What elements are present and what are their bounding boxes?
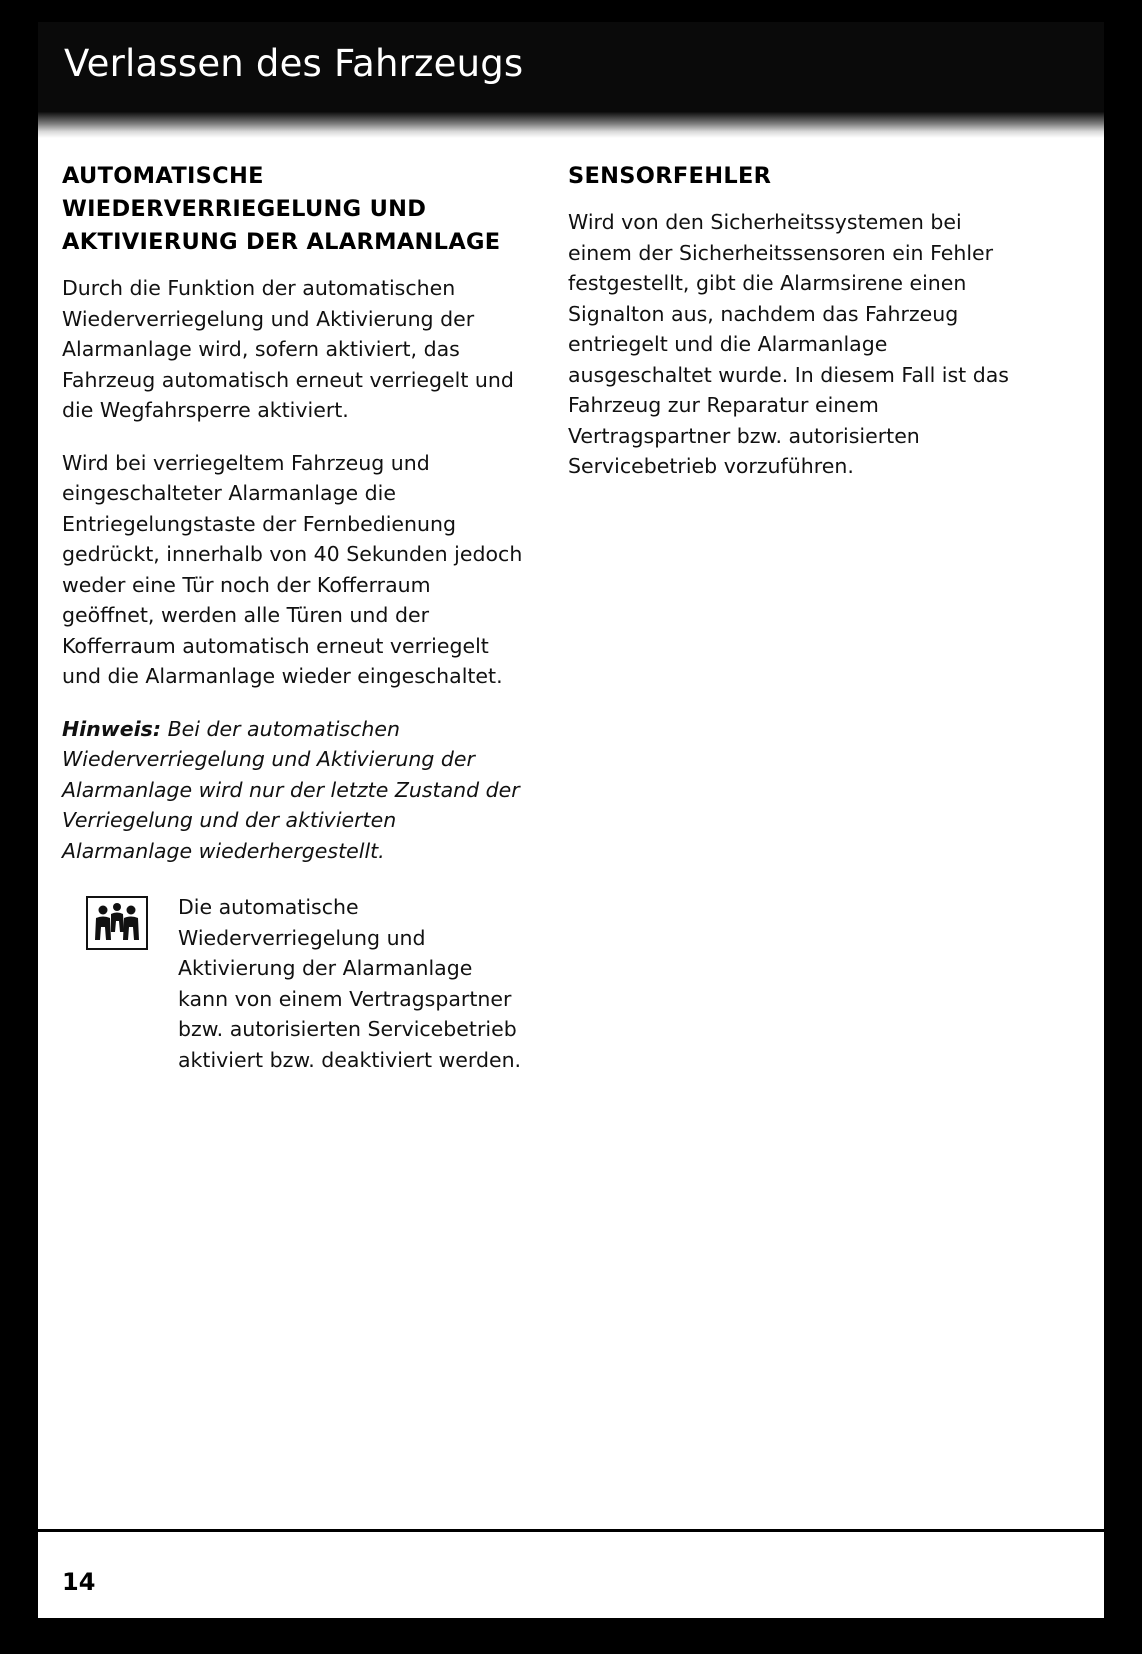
header-gradient-divider (38, 112, 1104, 138)
page-number: 14 (62, 1568, 96, 1596)
page-frame-right (1104, 0, 1142, 1654)
right-paragraph-1: Wird von den Sicherheitssystemen bei einem der Sicherheitssensoren ein Fehler festgestellt, gibt die Alarmsirene einen Signalton aus, nachdem das Fahrzeug entriegelt und die Alarmanlage ausgeschaltet wurde. In diesem Fall ist das Fahrzeug zur Reparatur einem Vertragspartner bzw. autorisierten Servicebetrieb vorzuführen. (568, 210, 1009, 478)
page-frame-bottom (0, 1618, 1142, 1654)
page-frame-left (0, 0, 38, 1654)
service-technician-icon (86, 896, 148, 950)
right-section-heading: SENSORFEHLER (568, 163, 772, 189)
left-section-heading: AUTOMATISCHE WIEDERVERRIEGELUNG UND AKTIVIERUNG DER ALARMANLAGE (62, 163, 501, 255)
footer-divider-rule (38, 1529, 1104, 1532)
left-paragraph-2: Wird bei verriegeltem Fahrzeug und eingeschalteter Alarmanlage die Entriegelungstaste der Fernbedienung gedrückt, innerhalb von 40 Sekunden jedoch weder eine Tür noch der Kofferraum geöffnet, werden alle Türen und der Kofferraum automatisch erneut verriegelt und die Alarmanlage wieder eingeschaltet. (62, 450, 523, 688)
right-column (568, 160, 1030, 504)
left-column (62, 160, 524, 1075)
note-body-text: Bei der automatischen Wiederverriegelung und Aktivierung der Alarmanlage wird nur der letzte Zustand der Verriegelung und der aktivierten Alarmanlage wiederhergestellt. (62, 716, 520, 863)
chapter-header-bar (38, 22, 1104, 112)
left-paragraph-1: Durch die Funktion der automatischen Wiederverriegelung und Aktivierung der Alarmanlage wird, sofern aktiviert, das Fahrzeug automatisch erneut verriegelt und die Wegfahrsperre aktiviert. (62, 276, 514, 422)
note-lead-label: Hinweis: (62, 716, 162, 741)
page-title: Verlassen des Fahrzeugs (64, 42, 524, 85)
service-callout (62, 892, 524, 1075)
service-callout-text: Die automatische Wiederverriegelung und Aktivierung der Alarmanlage kann von einem Vertragspartner bzw. autorisierten Servicebetrieb aktiviert bzw. deaktiviert werden. (178, 895, 522, 1072)
left-note-paragraph (62, 714, 524, 867)
